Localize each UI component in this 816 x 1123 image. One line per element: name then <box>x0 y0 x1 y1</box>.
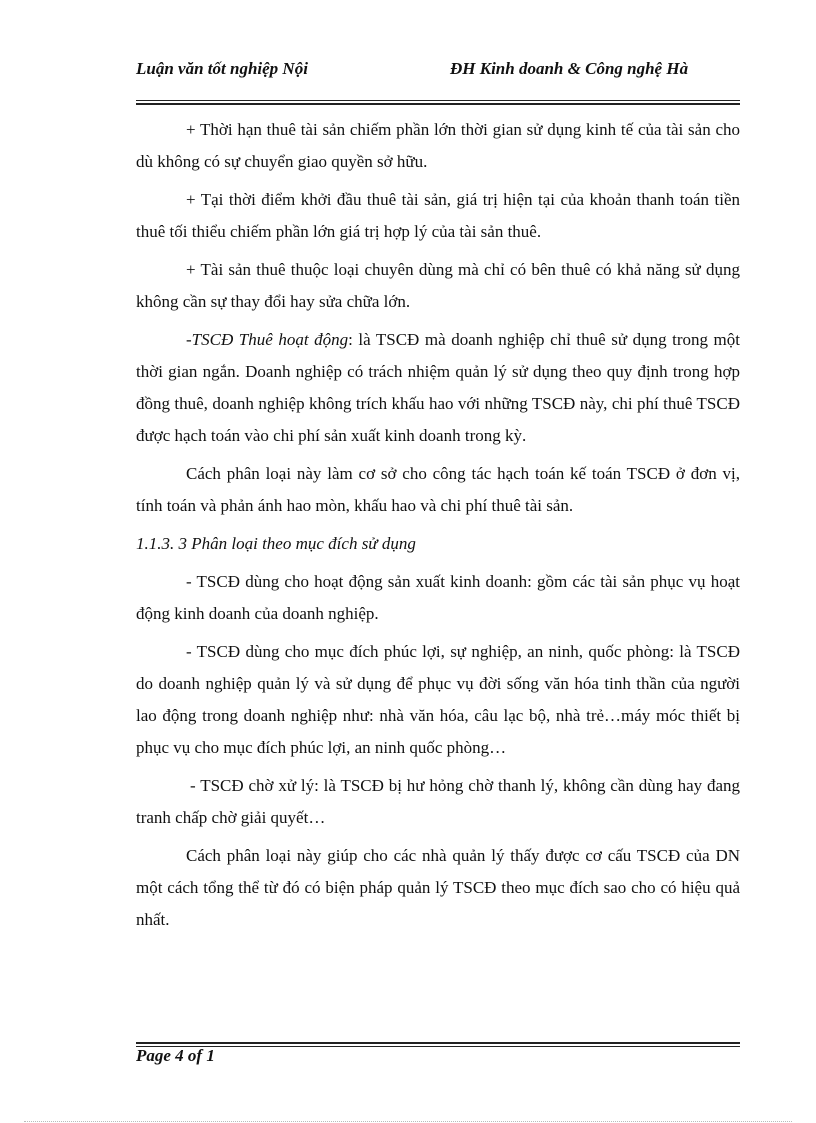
page-edge-dots <box>24 1121 792 1122</box>
document-body <box>136 114 740 942</box>
paragraph-lease-term: + Thời hạn thuê tài sản chiếm phần lớn thời gian sử dụng kinh tế của tài sản cho dù không có sự chuyển giao quyền sở hữu. <box>136 120 740 171</box>
paragraph-classification-benefit: Cách phân loại này giúp cho các nhà quản lý thấy được cơ cấu TSCĐ của DN một cách tổng thể từ đó có biện pháp quản lý TSCĐ theo mục đích sao cho có hiệu quả nhất. <box>136 846 740 929</box>
footer-rule-thin <box>136 1046 740 1047</box>
paragraph-operating-lease: -TSCĐ Thuê hoạt động: là TSCĐ mà doanh nghiệp chỉ thuê sử dụng trong một thời gian ngắn. Doanh nghiệp có trách nhiệm quản lý sử dụng theo quy định trong hợp đồng thuê, doanh nghiệp không trích khấu hao với những TSCĐ này, chi phí thuê TSCĐ được hạch toán vào chi phí sản xuất kinh doanh trong kỳ. <box>136 330 741 445</box>
operating-lease-term: TSCĐ Thuê hoạt động <box>191 330 349 349</box>
paragraph-business-use: - TSCĐ dùng cho hoạt động sản xuất kinh doanh: gồm các tài sản phục vụ hoạt động kinh doanh của doanh nghiệp. <box>136 572 740 623</box>
paragraph-welfare-use: - TSCĐ dùng cho mục đích phúc lợi, sự nghiệp, an ninh, quốc phòng: là TSCĐ do doanh nghiệp quản lý và sử dụng để phục vụ đời sống văn hóa tinh thần của người lao động trong doanh nghiệp như: nhà văn hóa, câu lạc bộ, nhà trẻ…máy móc thiết bị phục vụ cho mục đích phúc lợi, an ninh quốc phòng… <box>136 642 740 757</box>
footer-rule-thick <box>136 1042 740 1044</box>
paragraph-lease-value: + Tại thời điểm khởi đầu thuê tài sản, giá trị hiện tại của khoản thanh toán tiền thuê tối thiểu chiếm phần lớn giá trị hợp lý của tài sản thuê. <box>136 190 740 241</box>
operating-lease-text: : là TSCĐ mà doanh nghiệp chỉ thuê sử dụng trong một thời gian ngắn. Doanh nghiệp có trách nhiệm quản lý sử dụng theo quy định trong hợp đồng thuê, doanh nghiệp không trích khấu hao với những TSCĐ này, chi phí thuê TSCĐ được hạch toán vào chi phí sản xuất kinh doanh trong kỳ. <box>136 330 741 445</box>
paragraph-lease-specialized: + Tài sản thuê thuộc loại chuyên dùng mà chỉ có bên thuê có khả năng sử dụng không cần sự thay đổi hay sửa chữa lớn. <box>136 260 740 311</box>
header-left-title: Luận văn tốt nghiệp Nội <box>136 59 308 78</box>
page-number: Page 4 of 1 <box>136 1046 215 1065</box>
header-right-title: ĐH Kinh doanh & Công nghệ Hà <box>450 59 689 78</box>
paragraph-classification-basis: Cách phân loại này làm cơ sở cho công tác hạch toán kế toán TSCĐ ở đơn vị, tính toán và phản ánh hao mòn, khấu hao và chi phí thuê tài sản. <box>136 464 740 515</box>
header-rule-thin <box>136 100 740 101</box>
section-heading: 1.1.3. 3 Phân loại theo mục đích sử dụng <box>136 534 416 553</box>
page-header <box>136 58 740 100</box>
paragraph-pending-disposal: - TSCĐ chờ xử lý: là TSCĐ bị hư hỏng chờ thanh lý, không cần dùng hay đang tranh chấp chờ giải quyết… <box>136 776 740 827</box>
header-rule-thick <box>136 103 740 105</box>
